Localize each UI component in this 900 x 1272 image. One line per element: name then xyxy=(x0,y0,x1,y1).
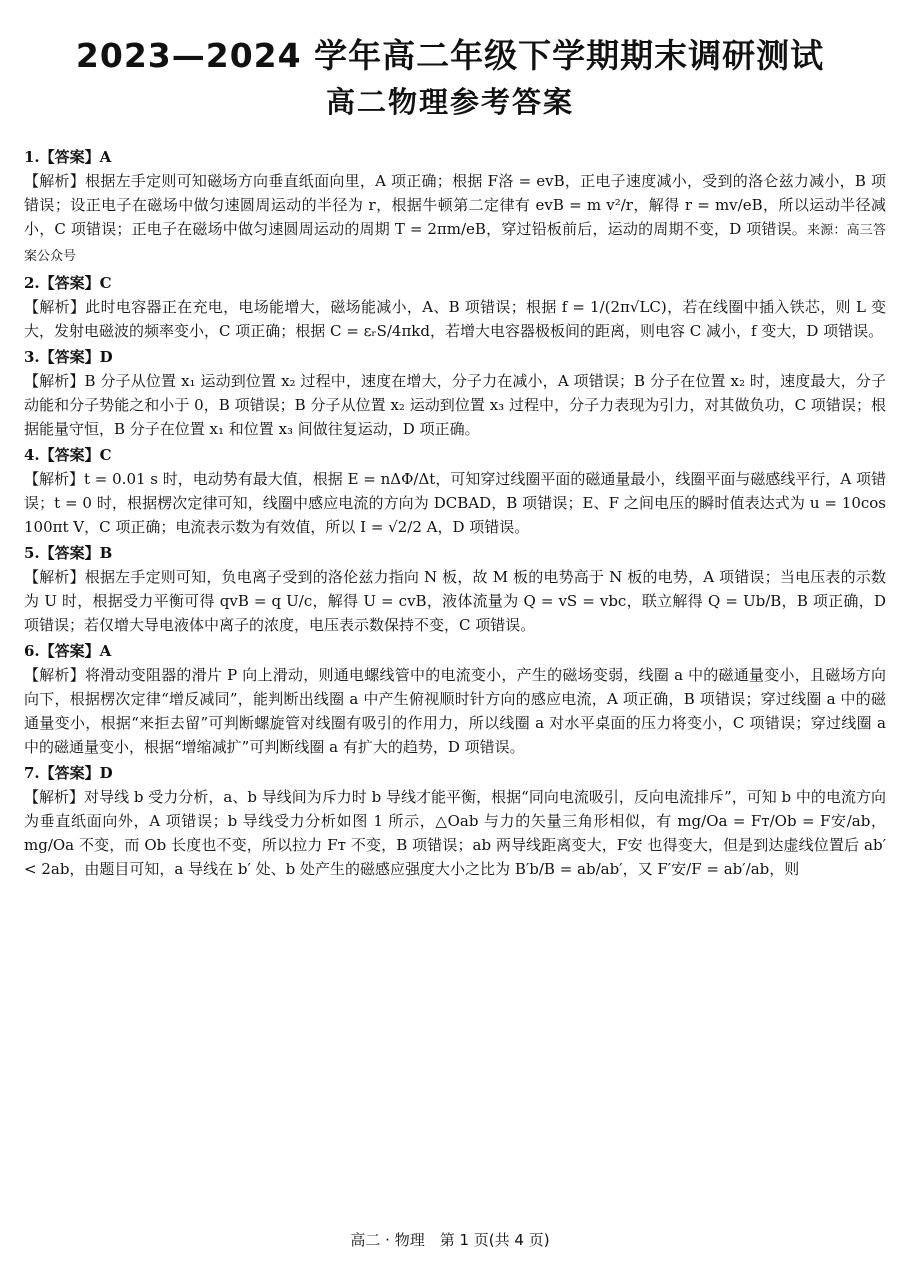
question-answer: 6.【答案】A xyxy=(24,642,112,660)
question-answer: 4.【答案】C xyxy=(24,446,112,464)
answer-list xyxy=(24,143,886,881)
question-analysis: 【解析】此时电容器正在充电，电场能增大，磁场能减小，A、B 项错误；根据 f = 1/(2π√LC)，若在线圈中插入铁芯，则 L 变大，发射电磁波的频率变小，C 项正确；根据 C = εᵣS/4πkd，若增大电容器极板间的距离，则电容 C 减小，f 变大，D 项错误。 xyxy=(24,298,886,340)
question-answer: 2.【答案】C xyxy=(24,274,112,292)
question-analysis: 【解析】对导线 b 受力分析，a、b 导线间为斥力时 b 导线才能平衡，根据“同向电流吸引，反向电流排斥”，可知 b 中的电流方向为垂直纸面向外，A 项错误；b 导线受力分析如图 1 所示，△Oab 与力的矢量三角形相似，有 mg/Oa = Fᴛ/Ob = F安/ab，mg/Oa 不变，而 Ob 长度也不变，所以拉力 Fᴛ 不变，B 项错误；ab 两导线距离变大，F安 也得变大，但是到达虚线位置后 ab′ < 2ab，由题目可知，a 导线在 b′ 处、b 处产生的磁感应强度大小之比为 B′b/B = ab/ab′，又 F′安/F = ab′/ab，则 xyxy=(24,788,886,878)
page-footer: 高二 · 物理 第 1 页(共 4 页) xyxy=(350,1231,550,1249)
question-block xyxy=(24,639,886,759)
question-answer: 7.【答案】D xyxy=(24,764,113,782)
question-answer: 3.【答案】D xyxy=(24,348,113,366)
answer-key-title: 高二物理参考答案 xyxy=(325,85,574,119)
exam-title: 2023—2024 学年高二年级下学期期末调研测试 xyxy=(75,36,825,75)
question-analysis: 【解析】t = 0.01 s 时，电动势有最大值，根据 E = nΔΦ/Δt，可知穿过线圈平面的磁通量最小，线圈平面与磁感线平行，A 项错误；t = 0 时，根据楞次定律可知，线圈中感应电流的方向为 DCBAD，B 项错误；E、F 之间电压的瞬时值表达式为 u = 10cos 100πt V，C 项正确；电流表示数为有效值，所以 I = √2/2 A，D 项错误。 xyxy=(24,470,886,536)
question-block xyxy=(24,345,886,441)
question-answer: 5.【答案】B xyxy=(24,544,113,562)
question-analysis: 【解析】根据左手定则可知磁场方向垂直纸面向里，A 项正确；根据 F洛 = evB，正电子速度减小，受到的洛仑兹力减小，B 项错误；设正电子在磁场中做匀速圆周运动的半径为 r，根据牛顿第二定律有 evB = m v²/r，解得 r = mv/eB，所以运动半径减小，C 项错误；正电子在磁场中做匀速圆周运动的周期 T = 2πm/eB，穿过铅板前后，运动的周期不变，D 项错误。来源：高三答案公众号 xyxy=(24,172,886,264)
question-answer: 1.【答案】A xyxy=(24,148,112,166)
question-block xyxy=(24,271,886,343)
question-analysis: 【解析】根据左手定则可知，负电离子受到的洛伦兹力指向 N 板，故 M 板的电势高于 N 板的电势，A 项错误；当电压表的示数为 U 时，根据受力平衡可得 qvB = q U/c，解得 U = cvB，液体流量为 Q = vS = vbc，联立解得 Q = Ub/B，B 项正确，D 项错误；若仅增大导电液体中离子的浓度，电压表示数保持不变，C 项错误。 xyxy=(24,568,886,634)
question-block xyxy=(24,443,886,539)
question-block xyxy=(24,541,886,637)
source-note: 来源：高三答案公众号 xyxy=(24,223,886,264)
question-block xyxy=(24,761,886,881)
question-analysis: 【解析】B 分子从位置 x₁ 运动到位置 x₂ 过程中，速度在增大，分子力在减小，A 项错误；B 分子在位置 x₂ 时，速度最大，分子动能和分子势能之和小于 0，B 项错误；B 分子从位置 x₂ 运动到位置 x₃ 过程中，分子力表现为引力，对其做负功，C 项错误；根据能量守恒，B 分子在位置 x₁ 和位置 x₃ 间做往复运动，D 项正确。 xyxy=(24,372,886,438)
question-block xyxy=(24,145,886,269)
question-analysis: 【解析】将滑动变阻器的滑片 P 向上滑动，则通电螺线管中的电流变小，产生的磁场变弱，线圈 a 中的磁通量变小，且磁场方向向下，根据楞次定律“增反减同”，能判断出线圈 a 中产生俯视顺时针方向的感应电流，A 项正确，B 项错误；穿过线圈 a 中的磁通量变小，根据“来拒去留”可判断螺旋管对线圈有吸引的作用力，所以线圈 a 对水平桌面的压力将变小，C 项错误；穿过线圈 a 中的磁通量变小，根据“增缩减扩”可判断线圈 a 有扩大的趋势，D 项错误。 xyxy=(24,666,886,756)
